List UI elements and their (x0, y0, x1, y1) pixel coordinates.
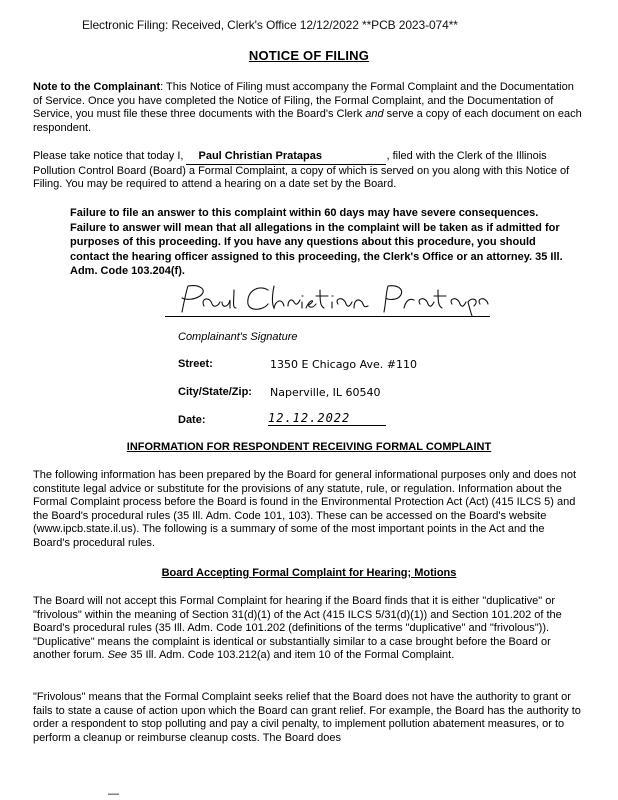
signature-line (165, 316, 490, 317)
handwritten-signature (170, 282, 490, 318)
note-paragraph (33, 81, 583, 135)
note-text-end: serve a copy of each document on each respondent. (33, 108, 582, 134)
board-text-part1: The Board will not accept this Formal Complaint for hearing if the Board finds that it is either "duplicative" or "frivolous" within the meaning of Section 31(d)(1) of the Act (415 ILCS 5/31(d)(1)) and Section 101.202 of the Board's procedural rules (35 Ill. Adm. Code 101.202 (definitions of the terms "duplicative" and "frivolous")). "Duplicative" means the complaint is identical or substantially similar to a case brought before the Board or another forum. (33, 595, 562, 662)
signature-name: Paul Christian Pratapas (170, 317, 181, 318)
board-section-title: Board Accepting Formal Complaint for Hearing; Motions (161, 567, 457, 579)
city-state-zip-value: Naperville, IL 60540 (270, 386, 381, 399)
note-text: : This Notice of Filing must accompany the Formal Complaint and the Documentation of Service. Once you have completed the Notice of Filing, the Formal Complaint, and the Documentation of Service, you must file these three documents with the Board's Clerk (33, 81, 574, 121)
failure-warning: Failure to file an answer to this complaint within 60 days may have severe consequences. Failure to answer will mean that all allegations in the complaint will be taken as if admitted for purposes of this proceeding. If you have any questions about this procedure, you should contact the hearing officer assigned to this proceeding, the Clerk's Office or an attorney. 35 Ill. Adm. Code 103.204(f). (70, 207, 563, 277)
notice-suffix: , filed with the Clerk of the Illinois Pollution Control Board (Board) a Formal Complaint, a copy of which is served on you along with this Notice of Filing. You may be required to attend a hearing on a date set by the Board. (33, 150, 570, 191)
board-paragraph (33, 595, 583, 663)
info-paragraph: The following information has been prepared by the Board for general informational purposes only and does not constitute legal advice or substitute for the provisions of any statute, rule, or regulation. Information about the Formal Complaint process before the Board is found in the Environmental Protection Act (Act) (415 ILCS 5) and the Board's procedural rules (35 Ill. Adm. Code 101, 103). These can be accessed on the Board's website (www.ipcb.state.il.us). The following is a summary of some of the most important points in the Act and the Board's procedural rules. (33, 469, 577, 549)
date-value: 12.12.2022 (268, 411, 386, 426)
signature-label: Complainant's Signature (178, 331, 298, 343)
board-text-part2: 35 Ill. Adm. Code 103.212(a) and item 10 of the Formal Complaint. (127, 649, 455, 662)
page-title: NOTICE OF FILING (248, 48, 370, 63)
street-value: 1350 E Chicago Ave. #110 (270, 358, 418, 371)
info-section-title: INFORMATION FOR RESPONDENT RECEIVING FORMAL COMPLAINT (126, 441, 492, 453)
notice-prefix: Please take notice that today I, (33, 150, 187, 162)
efiling-stamp: Electronic Filing: Received, Clerk's Office 12/12/2022 **PCB 2023-074** (82, 18, 458, 32)
complainant-name-field: Paul Christian Pratapas (186, 150, 386, 165)
city-state-zip-label: City/State/Zip: (178, 386, 252, 398)
board-see: See (107, 649, 128, 662)
footer-mark: — (108, 788, 119, 800)
notice-paragraph (33, 150, 583, 192)
frivolous-paragraph: "Frivolous" means that the Formal Complaint seeks relief that the Board does not have the authority to grant or fails to state a cause of action upon which the Board can grant relief. For example, the Board has the authority to order a respondent to stop polluting and pay a civil penalty, to implement pollution abatement measures, or to perform a cleanup or reimburse cleanup costs. The Board does (33, 691, 581, 744)
street-label: Street: (178, 358, 213, 370)
date-label: Date: (178, 414, 206, 426)
note-and: and (365, 108, 384, 121)
note-label: Note to the Complainant (33, 81, 161, 93)
